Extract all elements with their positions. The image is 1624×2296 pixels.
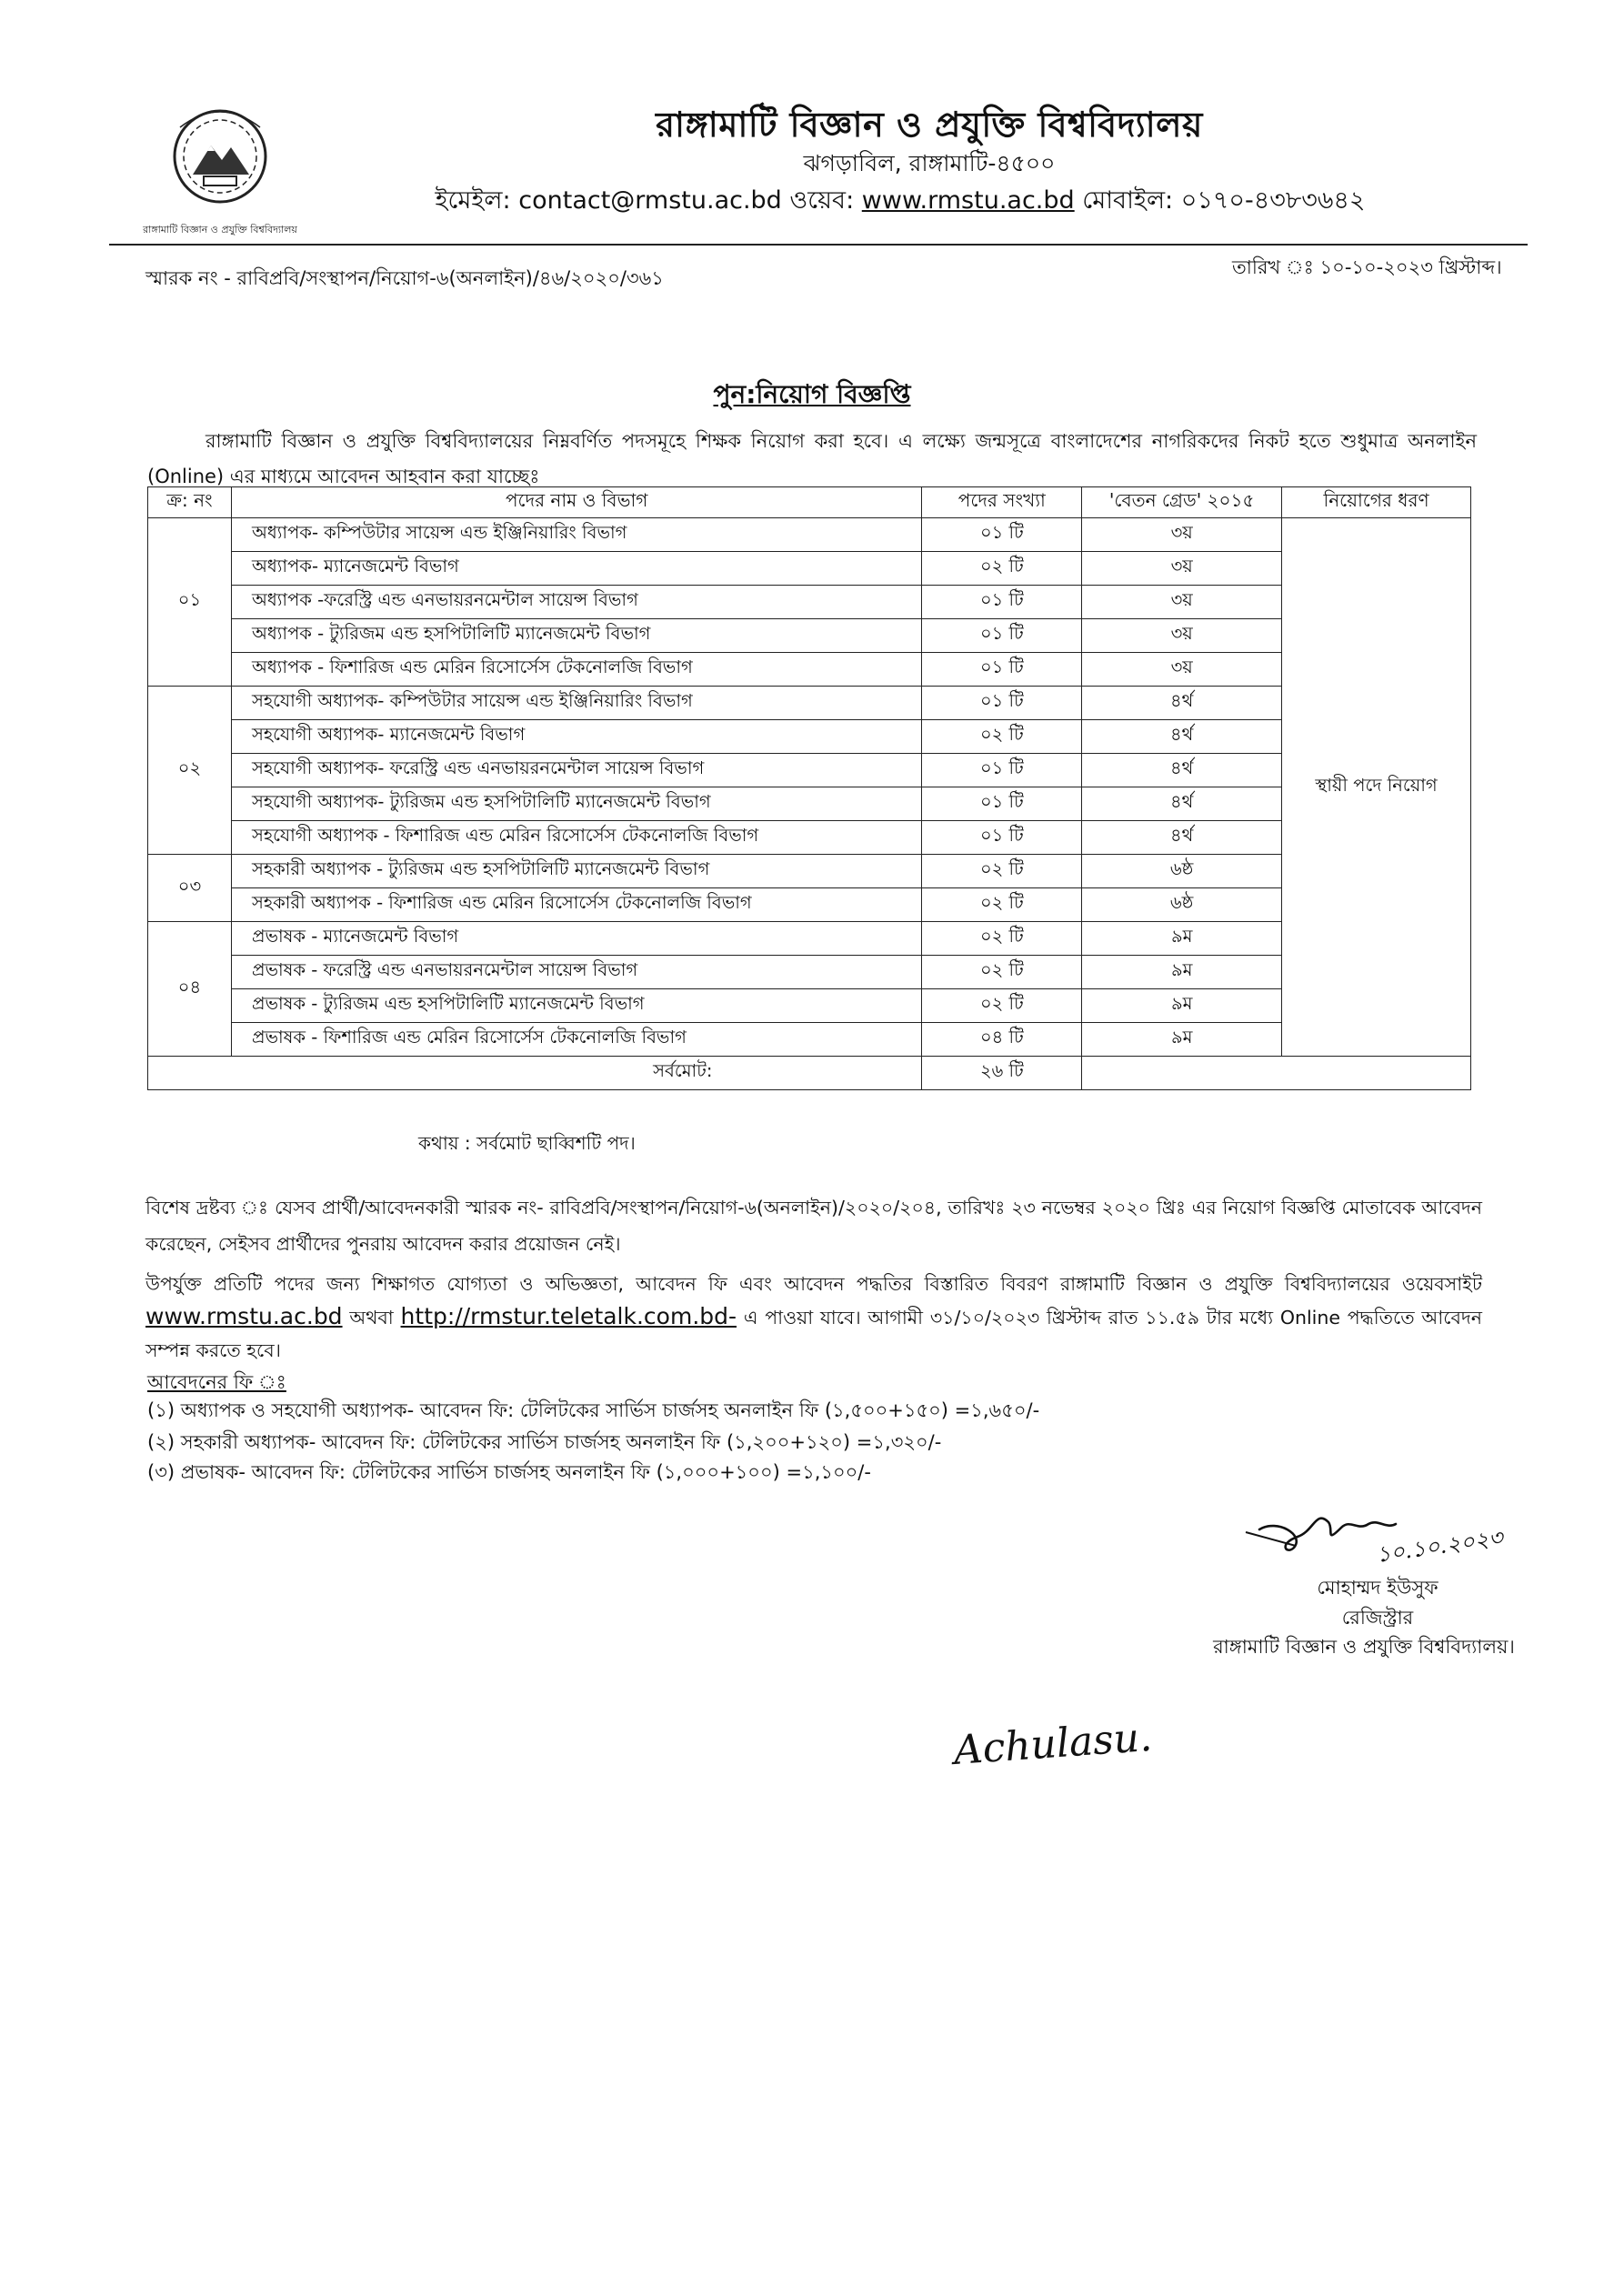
grade-cell: ৪র্থ bbox=[1082, 720, 1282, 754]
logo-caption: রাঙ্গামাটি বিজ্ঞান ও প্রযুক্তি বিশ্ববিদ্যালয় bbox=[143, 224, 297, 236]
post-cell: সহকারী অধ্যাপক - ট্যুরিজম এন্ড হসপিটালিটি ম্যানেজমেন্ট বিভাগ bbox=[231, 855, 921, 888]
count-cell: ০২ টি bbox=[922, 855, 1082, 888]
grade-cell: ৩য় bbox=[1082, 653, 1282, 687]
table-row bbox=[148, 922, 1471, 956]
count-cell: ০১ টি bbox=[922, 619, 1082, 653]
appointment-type-cell: স্থায়ী পদে নিয়োগ bbox=[1282, 518, 1471, 1057]
details-or: অথবা bbox=[349, 1307, 394, 1328]
table-row bbox=[148, 720, 1471, 754]
grade-cell: ৪র্থ bbox=[1082, 787, 1282, 821]
signer-name: মোহাম্মদ ইউসুফ bbox=[1317, 1577, 1439, 1599]
count-cell: ০১ টি bbox=[922, 754, 1082, 787]
post-cell: অধ্যাপক - ফিশারিজ এন্ড মেরিন রিসোর্সেস টেকনোলজি বিভাগ bbox=[231, 653, 921, 687]
details-text-1: উপর্যুক্ত প্রতিটি পদের জন্য শিক্ষাগত যোগ্যতা ও অভিজ্ঞতা, আবেদন ফি এবং আবেদন পদ্ধতির বিস্তারিত বিবরণ রাঙ্গামাটি বিজ্ঞান ও প্রযুক্তি বিশ্ববিদ্যালয়ের ওয়েবসাইট bbox=[145, 1273, 1482, 1295]
count-cell: ০১ টি bbox=[922, 518, 1082, 552]
header-count: পদের সংখ্যা bbox=[922, 487, 1082, 518]
serial-cell: ০৪ bbox=[148, 922, 232, 1057]
table-row bbox=[148, 1023, 1471, 1057]
count-cell: ০১ টি bbox=[922, 787, 1082, 821]
table-row bbox=[148, 787, 1471, 821]
grade-cell: ৩য় bbox=[1082, 552, 1282, 586]
post-cell: সহযোগী অধ্যাপক- ট্যুরিজম এন্ড হসপিটালিটি ম্যানেজমেন্ট বিভাগ bbox=[231, 787, 921, 821]
post-cell: সহকারী অধ্যাপক - ফিশারিজ এন্ড মেরিন রিসোর্সেস টেকনোলজি বিভাগ bbox=[231, 888, 921, 922]
table-row bbox=[148, 619, 1471, 653]
grade-cell: ৯ম bbox=[1082, 1023, 1282, 1057]
table-total-row bbox=[148, 1057, 1471, 1090]
website-link-1[interactable]: www.rmstu.ac.bd bbox=[145, 1303, 343, 1329]
table-row bbox=[148, 518, 1471, 552]
header-serial: ক্র: নং bbox=[148, 487, 232, 518]
count-cell: ০২ টি bbox=[922, 989, 1082, 1023]
post-cell: প্রভাষক - ট্যুরিজম এন্ড হসপিটালিটি ম্যানেজমেন্ট বিভাগ bbox=[231, 989, 921, 1023]
grade-cell: ৪র্থ bbox=[1082, 687, 1282, 720]
header-divider bbox=[109, 244, 1528, 246]
grade-cell: ৬ষ্ঠ bbox=[1082, 855, 1282, 888]
table-row bbox=[148, 989, 1471, 1023]
university-name: রাঙ্গামাটি বিজ্ঞান ও প্রযুক্তি বিশ্ববিদ্যালয় bbox=[656, 105, 1203, 145]
web-label: ওয়েব: bbox=[789, 186, 855, 215]
fee-item: (৩) প্রভাষক- আবেদন ফি: টেলিটকের সার্ভিস চার্জসহ অনলাইন ফি (১,০০০+১০০) =১,১০০/- bbox=[147, 1461, 871, 1483]
count-cell: ০২ টি bbox=[922, 552, 1082, 586]
website-link[interactable]: www.rmstu.ac.bd bbox=[861, 186, 1075, 215]
header-post: পদের নাম ও বিভাগ bbox=[231, 487, 921, 518]
count-cell: ০১ টি bbox=[922, 653, 1082, 687]
grade-cell: ৯ম bbox=[1082, 989, 1282, 1023]
count-cell: ০১ টি bbox=[922, 687, 1082, 720]
contact-line bbox=[327, 182, 1473, 223]
post-cell: অধ্যাপক- কম্পিউটার সায়েন্স এন্ড ইঞ্জিনিয়ারিং বিভাগ bbox=[231, 518, 921, 552]
grade-cell: ৯ম bbox=[1082, 922, 1282, 956]
post-cell: প্রভাষক - ফরেস্ট্রি এন্ড এনভায়রনমেন্টাল সায়েন্স বিভাগ bbox=[231, 956, 921, 989]
grade-cell: ৬ষ্ঠ bbox=[1082, 888, 1282, 922]
memo-number: স্মারক নং - রাবিপ্রবি/সংস্থাপন/নিয়োগ-৬(অনলাইন)/৪৬/২০২০/৩৬১ bbox=[145, 267, 664, 289]
total-label: সর্বমোট: bbox=[148, 1057, 922, 1090]
post-cell: অধ্যাপক -ফরেস্ট্রি এন্ড এনভায়রনমেন্টাল সায়েন্স বিভাগ bbox=[231, 586, 921, 619]
table-row bbox=[148, 855, 1471, 888]
table-row bbox=[148, 888, 1471, 922]
total-count: ২৬ টি bbox=[922, 1057, 1082, 1090]
grade-cell: ৩য় bbox=[1082, 586, 1282, 619]
details-text-2: এ পাওয়া যাবে। আগামী ৩১/১০/২০২৩ খ্রিস্টাব্দ রাত ১১.৫৯ টার মধ্যে Online পদ্ধতিতে আবেদন সম্পন্ন করতে হবে। bbox=[145, 1307, 1482, 1361]
notice-title: পুন:নিয়োগ বিজ্ঞপ্তি bbox=[713, 379, 911, 409]
mobile-label: মোবাইল: bbox=[1082, 186, 1174, 215]
count-cell: ০১ টি bbox=[922, 821, 1082, 855]
count-cell: ০১ টি bbox=[922, 586, 1082, 619]
signer-title: রেজিস্ট্রার bbox=[1341, 1607, 1414, 1629]
table-row bbox=[148, 754, 1471, 787]
post-cell: সহযোগী অধ্যাপক - ফিশারিজ এন্ড মেরিন রিসোর্সেস টেকনোলজি বিভাগ bbox=[231, 821, 921, 855]
count-cell: ০২ টি bbox=[922, 956, 1082, 989]
table-row bbox=[148, 653, 1471, 687]
grade-cell: ৩য় bbox=[1082, 518, 1282, 552]
table-row bbox=[148, 956, 1471, 989]
fee-item: (২) সহকারী অধ্যাপক- আবেদন ফি: টেলিটকের সার্ভিস চার্জসহ অনলাইন ফি (১,২০০+১২০) =১,৩২০/- bbox=[147, 1431, 942, 1453]
handwritten-initials bbox=[946, 1709, 1218, 1791]
fee-item: (১) অধ্যাপক ও সহযোগী অধ্যাপক- আবেদন ফি: টেলিটকের সার্ভিস চার্জসহ অনলাইন ফি (১,৫০০+১৫০) =১,৬৫০/- bbox=[147, 1399, 1040, 1421]
grade-cell: ৪র্থ bbox=[1082, 754, 1282, 787]
initials-text: Achulasu. bbox=[952, 1713, 1154, 1774]
grade-cell: ৯ম bbox=[1082, 956, 1282, 989]
email-address[interactable]: contact@rmstu.ac.bd bbox=[518, 186, 782, 215]
grade-cell: ৩য় bbox=[1082, 619, 1282, 653]
count-cell: ০২ টি bbox=[922, 922, 1082, 956]
count-cell: ০২ টি bbox=[922, 720, 1082, 754]
post-cell: অধ্যাপক - ট্যুরিজম এন্ড হসপিটালিটি ম্যানেজমেন্ট বিভাগ bbox=[231, 619, 921, 653]
posts-table bbox=[147, 486, 1471, 1090]
table-row bbox=[148, 821, 1471, 855]
signer-organization: রাঙ্গামাটি বিজ্ঞান ও প্রযুক্তি বিশ্ববিদ্যালয়। bbox=[1213, 1636, 1515, 1658]
table-row bbox=[148, 586, 1471, 619]
fee-heading: আবেদনের ফি ঃ bbox=[147, 1371, 286, 1393]
post-cell: সহযোগী অধ্যাপক- ম্যানেজমেন্ট বিভাগ bbox=[231, 720, 921, 754]
special-note: বিশেষ দ্রষ্টব্য ঃ যেসব প্রার্থী/আবেদনকারী স্মারক নং- রাবিপ্রবি/সংস্থাপন/নিয়োগ-৬(অনলাইন)/২০২০/২০৪, তারিখঃ ২৩ নভেম্বর ২০২০ খ্রিঃ এর নিয়োগ বিজ্ঞপ্তি মোতাবেক আবেদন করেছেন, সেইসব প্রার্থীদের পুনরায় আবেদন করার প্রয়োজন নেই। bbox=[145, 1197, 1482, 1255]
mobile-number: ০১৭০-৪৩৮৩৬৪২ bbox=[1180, 186, 1366, 215]
post-cell: সহযোগী অধ্যাপক- ফরেস্ট্রি এন্ড এনভায়রনমেন্টাল সায়েন্স বিভাগ bbox=[231, 754, 921, 787]
website-link-2[interactable]: http://rmstur.teletalk.com.bd- bbox=[400, 1303, 737, 1329]
university-address: ঝগড়াবিল, রাঙ্গামাটি-৪৫০০ bbox=[803, 150, 1056, 176]
header-grade: 'বেতন গ্রেড' ২০১৫ bbox=[1082, 487, 1282, 518]
post-cell: অধ্যাপক- ম্যানেজমেন্ট বিভাগ bbox=[231, 552, 921, 586]
intro-paragraph: রাঙ্গামাটি বিজ্ঞান ও প্রযুক্তি বিশ্ববিদ্যালয়ের নিম্নবর্ণিত পদসমূহে শিক্ষক নিয়োগ করা হবে। এ লক্ষ্যে জন্মসূত্রে বাংলাদেশের নাগরিকদের নিকট হতে শুধুমাত্র অনলাইন (Online) এর মাধ্যমে আবেদন আহবান করা যাচ্ছেঃ bbox=[147, 430, 1477, 487]
count-cell: ০৪ টি bbox=[922, 1023, 1082, 1057]
email-label: ইমেইল: bbox=[435, 186, 511, 215]
table-row bbox=[148, 687, 1471, 720]
university-logo bbox=[120, 100, 320, 250]
serial-cell: ০১ bbox=[148, 518, 232, 687]
total-in-words: কথায় : সর্বমোট ছাব্বিশটি পদ। bbox=[418, 1132, 636, 1154]
post-cell: প্রভাষক - ফিশারিজ এন্ড মেরিন রিসোর্সেস টেকনোলজি বিভাগ bbox=[231, 1023, 921, 1057]
details-paragraph bbox=[145, 1268, 1482, 1367]
count-cell: ০২ টি bbox=[922, 888, 1082, 922]
header-type: নিয়োগের ধরণ bbox=[1282, 487, 1471, 518]
table-header-row bbox=[148, 487, 1471, 518]
serial-cell: ০৩ bbox=[148, 855, 232, 922]
memo-date: তারিখ ঃ ১০-১০-২০২৩ খ্রিস্টাব্দ। bbox=[1232, 256, 1502, 278]
serial-cell: ০২ bbox=[148, 687, 232, 855]
table-row bbox=[148, 552, 1471, 586]
handwritten-date: ১০.১০.২০২৩ bbox=[1374, 1524, 1505, 1568]
post-cell: সহযোগী অধ্যাপক- কম্পিউটার সায়েন্স এন্ড ইঞ্জিনিয়ারিং বিভাগ bbox=[231, 687, 921, 720]
grade-cell: ৪র্থ bbox=[1082, 821, 1282, 855]
total-empty-cell bbox=[1082, 1057, 1471, 1090]
post-cell: প্রভাষক - ম্যানেজমেন্ট বিভাগ bbox=[231, 922, 921, 956]
